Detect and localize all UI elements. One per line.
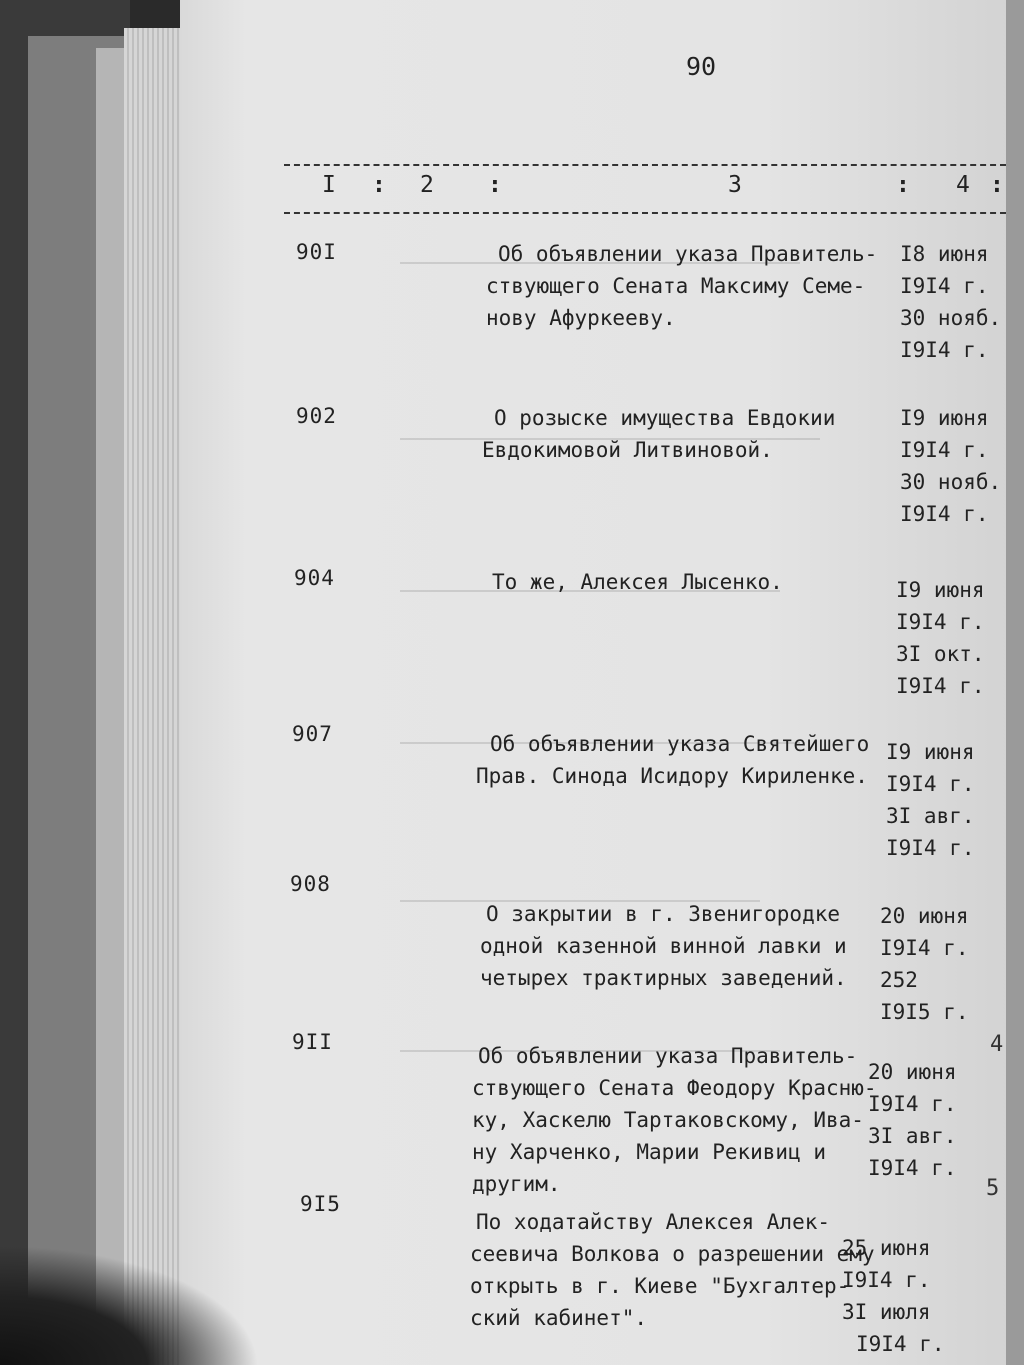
entry-dates: I9 июня I9I4 г. 3I авг. I9I4 г. [886, 740, 975, 860]
entry-description: О закрытии в г. Звенигородке одной казенной винной лавки и четырех трактирных заведений. [480, 902, 847, 990]
column-separator: : [896, 172, 910, 198]
header-rule-bottom [284, 212, 1006, 214]
entry-description: Об объявлении указа Правитель- ствующего Сената Максиму Семе- нову Афуркееву. [486, 242, 878, 330]
margin-mark: 4 [990, 1032, 1004, 1057]
entry-number: 90I [296, 240, 337, 264]
column-separator: : [990, 172, 1004, 198]
column-separator: : [488, 172, 502, 198]
column-separator: : [372, 172, 386, 198]
entry-dates: I9 июня I9I4 г. 3I окт. I9I4 г. [896, 578, 985, 698]
entry-dates: 25 июня I9I4 г. 3I июля I9I4 г. [842, 1236, 945, 1356]
page-number: 90 [686, 52, 717, 81]
entry-number: 908 [290, 872, 331, 896]
entry-number: 907 [292, 722, 333, 746]
entry-dates: I8 июня I9I4 г. 30 нояб. I9I4 г. [900, 242, 1002, 362]
thumb-shadow [0, 1245, 260, 1365]
entry-number: 904 [294, 566, 335, 590]
column-header-1: I [322, 172, 336, 198]
entry-description: Об объявлении указа Святейшего Прав. Синода Исидору Кириленке. [476, 732, 870, 788]
column-header-4: 4 [956, 172, 970, 198]
entry-description: О розыске имущества Евдокии Евдокимовой Литвиновой. [482, 406, 836, 462]
entry-description: То же, Алексея Лысенко. [492, 570, 783, 594]
column-header-3: 3 [728, 172, 742, 198]
entry-dates: I9 июня I9I4 г. 30 нояб. I9I4 г. [900, 406, 1002, 526]
entry-dates: 20 июня I9I4 г. 252 I9I5 г. [880, 904, 969, 1024]
header-rule-top [284, 164, 1006, 166]
entry-number: 9I5 [300, 1192, 341, 1216]
entry-description: По ходатайству Алексея Алек- сеевича Волкова о разрешении ему открыть в г. Киеве "Бухгалтер- ский кабинет". [470, 1210, 875, 1330]
page-right-edge [1006, 0, 1024, 1365]
entry-number: 902 [296, 404, 337, 428]
margin-mark: 5 [986, 1176, 1000, 1201]
column-header-2: 2 [420, 172, 434, 198]
entry-description: Об объявлении указа Правитель- ствующего Сената Феодору Красню- ку, Хаскелю Тартаковскому, Ива- ну Харченко, Марии Рекивиц и другим. [472, 1044, 877, 1196]
entry-number: 9II [292, 1030, 333, 1054]
entry-dates: 20 июня I9I4 г. 3I авг. I9I4 г. [868, 1060, 957, 1180]
